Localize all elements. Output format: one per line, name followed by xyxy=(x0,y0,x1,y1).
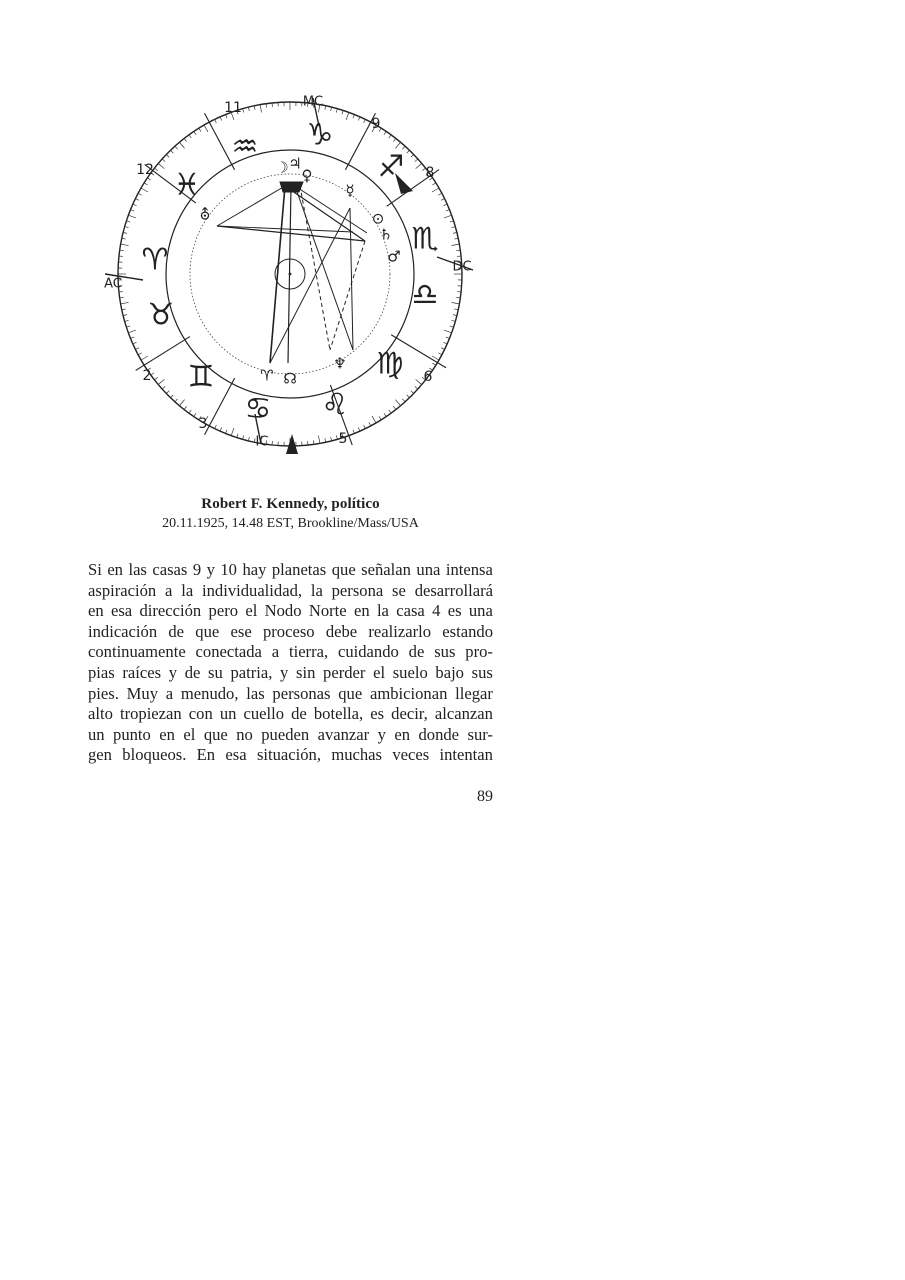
aspect-line xyxy=(300,186,330,350)
degree-tick xyxy=(138,193,142,195)
degree-tick xyxy=(226,430,227,434)
degree-tick xyxy=(364,425,366,429)
word: se xyxy=(392,580,406,600)
degree-tick xyxy=(407,395,410,398)
aspect-line xyxy=(350,208,353,350)
text-line xyxy=(88,684,493,705)
aspect-line xyxy=(295,186,367,233)
word: individualidad, xyxy=(202,580,303,600)
word: y xyxy=(377,724,386,744)
degree-tick xyxy=(184,138,186,141)
degree-tick xyxy=(432,188,439,192)
degree-tick xyxy=(432,183,435,185)
word: que xyxy=(338,683,363,703)
degree-tick xyxy=(204,125,208,132)
degree-tick xyxy=(133,342,137,344)
degree-tick xyxy=(346,112,349,120)
venus-planet-icon: ♀ xyxy=(301,166,313,185)
house-number-label: 3 xyxy=(198,416,208,432)
degree-tick xyxy=(189,410,191,413)
degree-tick xyxy=(438,193,442,195)
word: aspiración xyxy=(88,580,157,600)
degree-tick xyxy=(135,348,139,350)
degree-tick xyxy=(243,435,244,439)
degree-tick xyxy=(416,379,422,384)
word: punto xyxy=(113,724,151,744)
degree-tick xyxy=(444,215,452,218)
word: el xyxy=(183,724,196,744)
word: alcanzan xyxy=(434,704,493,724)
degree-tick xyxy=(243,109,244,113)
text-line xyxy=(88,560,493,581)
birth-chart-svg xyxy=(95,88,490,463)
degree-tick xyxy=(125,320,129,321)
degree-tick xyxy=(220,117,222,121)
word: 9 xyxy=(192,560,202,579)
angle-label: AC xyxy=(104,276,122,292)
zodiac-sign-glyph: ♑ xyxy=(306,117,334,153)
degree-tick xyxy=(342,110,343,114)
house-number-label: 5 xyxy=(338,431,348,447)
house-number-label: 6 xyxy=(423,369,433,385)
word: bajo xyxy=(435,662,464,682)
degree-tick xyxy=(393,406,395,409)
word: pies. xyxy=(88,683,119,703)
word: debe xyxy=(325,621,358,641)
body-paragraph xyxy=(88,560,493,766)
word: perder xyxy=(323,662,366,682)
degree-tick xyxy=(158,163,164,168)
degree-tick xyxy=(372,416,376,423)
chart-caption-title: Robert F. Kennedy, político xyxy=(201,496,380,512)
aspect-line xyxy=(270,186,285,363)
text-line xyxy=(88,663,493,684)
word: tierra, xyxy=(288,642,329,662)
degree-tick xyxy=(131,337,135,338)
zodiac-sign-glyph: ♒ xyxy=(231,129,259,165)
degree-tick xyxy=(254,106,255,110)
degree-tick xyxy=(389,410,391,413)
house-number-label: 12 xyxy=(136,162,154,178)
word: intensa xyxy=(445,560,493,579)
word: que xyxy=(195,621,220,641)
text-line xyxy=(88,745,493,766)
uranus-planet-icon: ⛢ xyxy=(199,205,211,224)
jupiter-planet-icon: ♃ xyxy=(288,154,302,173)
degree-tick xyxy=(384,413,386,416)
word: y xyxy=(206,560,215,579)
degree-tick xyxy=(451,227,455,228)
word: de xyxy=(291,704,307,724)
word: pro- xyxy=(465,642,493,662)
degree-tick xyxy=(166,155,169,158)
degree-tick xyxy=(325,438,326,442)
word: de xyxy=(408,642,425,662)
word: una xyxy=(468,601,493,621)
degree-tick xyxy=(331,107,332,111)
degree-tick xyxy=(416,163,422,168)
aspect-line xyxy=(217,226,365,241)
degree-tick xyxy=(415,386,418,389)
word: y xyxy=(280,662,289,682)
degree-tick xyxy=(318,436,319,444)
degree-tick xyxy=(443,204,447,206)
birth-chart-diagram xyxy=(95,88,490,463)
zodiac-sign-glyph: ♏ xyxy=(411,221,439,257)
degree-tick xyxy=(179,400,184,406)
zodiac-sign-glyph: ♐ xyxy=(377,149,405,185)
planet-cluster-mark xyxy=(280,182,303,192)
degree-tick xyxy=(446,210,450,211)
word: casas xyxy=(152,560,188,579)
degree-tick xyxy=(452,302,460,303)
degree-tick xyxy=(179,142,184,148)
word: decir, xyxy=(391,704,428,724)
word: realizarlo xyxy=(368,621,432,641)
degree-tick xyxy=(446,337,450,338)
degree-tick xyxy=(443,342,447,344)
degree-tick xyxy=(133,204,137,206)
degree-tick xyxy=(175,146,178,149)
word: planetas xyxy=(271,560,327,579)
degree-tick xyxy=(171,150,174,153)
zodiac-sign-glyph: ♎ xyxy=(411,277,439,313)
degree-tick xyxy=(441,348,445,350)
degree-tick xyxy=(128,330,136,333)
angle-label: IC xyxy=(255,434,269,450)
degree-tick xyxy=(171,395,174,398)
degree-tick xyxy=(453,315,457,316)
degree-tick xyxy=(379,416,381,419)
degree-tick xyxy=(135,199,139,201)
text-line xyxy=(88,601,493,622)
word: pero xyxy=(208,601,239,621)
word: proceso xyxy=(262,621,315,641)
word: su xyxy=(208,662,223,682)
degree-tick xyxy=(358,427,360,431)
word: la xyxy=(181,580,194,600)
word: cuidando xyxy=(337,642,399,662)
saturn-planet-icon: ♄ xyxy=(379,225,393,244)
word: un xyxy=(219,704,237,724)
word: hay xyxy=(242,560,267,579)
word: bloqueos. xyxy=(122,745,187,765)
degree-tick xyxy=(121,244,129,245)
degree-tick xyxy=(407,150,410,153)
word: botella, xyxy=(313,704,364,724)
word: 10 xyxy=(220,560,237,579)
word: es xyxy=(370,704,385,724)
aspect-line xyxy=(217,226,353,232)
degree-tick xyxy=(122,309,126,310)
word: continuamente xyxy=(88,642,186,662)
degree-tick xyxy=(353,115,354,119)
degree-tick xyxy=(166,391,169,394)
degree-tick xyxy=(432,363,435,365)
degree-tick xyxy=(215,425,217,429)
degree-tick xyxy=(450,221,454,222)
degree-tick xyxy=(384,131,386,134)
word: persona xyxy=(331,580,384,600)
word: un xyxy=(88,724,105,744)
degree-tick xyxy=(454,238,458,239)
zodiac-sign-glyph: ♌ xyxy=(321,387,349,423)
zodiac-sign-glyph: ♍ xyxy=(376,346,404,382)
aries-point-planet-icon: ♈ xyxy=(260,366,274,385)
word: que xyxy=(331,560,356,579)
degree-tick xyxy=(395,142,400,148)
word: Muy xyxy=(126,683,158,703)
word: intentan xyxy=(439,745,493,765)
degree-tick xyxy=(260,105,261,113)
degree-tick xyxy=(162,386,165,389)
word: que xyxy=(203,724,228,744)
neptune-planet-icon: ♆ xyxy=(333,354,347,373)
word: la xyxy=(376,601,389,621)
degree-tick xyxy=(141,188,148,192)
word: con xyxy=(188,704,213,724)
degree-tick xyxy=(395,400,400,406)
mercury-planet-icon: ☿ xyxy=(345,181,355,200)
degree-tick xyxy=(184,406,186,409)
degree-tick xyxy=(231,428,234,436)
word: Si xyxy=(88,560,102,579)
word: suelo xyxy=(392,662,428,682)
word: en xyxy=(159,724,175,744)
degree-tick xyxy=(353,430,354,434)
word: casa xyxy=(396,601,425,621)
word: a xyxy=(165,580,173,600)
degree-tick xyxy=(220,427,222,431)
degree-tick xyxy=(194,131,196,134)
degree-tick xyxy=(393,138,395,141)
word: a xyxy=(271,642,280,662)
degree-tick xyxy=(336,109,337,113)
word: ambicionan xyxy=(369,683,448,703)
degree-tick xyxy=(364,119,366,123)
degree-tick xyxy=(126,326,130,327)
word: el xyxy=(373,662,386,682)
degree-tick xyxy=(331,437,332,441)
degree-tick xyxy=(128,215,136,218)
degree-tick xyxy=(154,377,157,379)
word: sus xyxy=(434,642,456,662)
word: una xyxy=(416,560,441,579)
word: a xyxy=(165,683,174,703)
word: Norte xyxy=(308,601,347,621)
word: personas xyxy=(272,683,331,703)
word: señalan xyxy=(361,560,411,579)
page-number: 89 xyxy=(477,788,493,805)
word: gen xyxy=(88,745,112,765)
word: en xyxy=(88,601,104,621)
word: indicación xyxy=(88,621,158,641)
word: menudo, xyxy=(180,683,239,703)
degree-tick xyxy=(123,232,127,233)
degree-tick xyxy=(441,199,445,201)
word: en xyxy=(107,560,123,579)
degree-tick xyxy=(450,326,454,327)
word: sur- xyxy=(467,724,493,744)
degree-tick xyxy=(389,135,391,138)
word: en xyxy=(353,601,370,621)
text-line xyxy=(88,581,493,602)
word: situación, xyxy=(256,745,321,765)
word: las xyxy=(246,683,265,703)
degree-tick xyxy=(125,227,129,228)
degree-tick xyxy=(415,159,418,162)
degree-tick xyxy=(411,155,414,158)
word: pias xyxy=(88,662,115,682)
degree-tick xyxy=(451,320,455,321)
word: donde xyxy=(418,724,460,744)
word: y xyxy=(168,662,178,682)
angle-label: DC xyxy=(452,259,472,275)
house-cusp-line xyxy=(205,113,235,170)
degree-tick xyxy=(189,135,191,138)
word: pueden xyxy=(261,724,310,744)
text-line xyxy=(88,725,493,746)
degree-tick xyxy=(454,309,458,310)
degree-tick xyxy=(444,330,452,333)
aspect-line xyxy=(217,186,285,226)
house-number-label: 11 xyxy=(224,100,242,116)
word: de xyxy=(168,621,185,641)
degree-tick xyxy=(438,353,442,355)
degree-tick xyxy=(325,106,326,110)
word: estando xyxy=(442,621,493,641)
degree-tick xyxy=(121,302,129,303)
chart-caption-subtitle: 20.11.1925, 14.48 EST, Brookline/Mass/USA xyxy=(162,516,419,531)
word: dirección xyxy=(139,601,202,621)
word: patria, xyxy=(230,662,273,682)
mars-planet-icon: ♂ xyxy=(387,247,401,266)
word: de xyxy=(184,662,201,682)
degree-tick xyxy=(126,221,130,222)
word: sus xyxy=(471,662,493,682)
degree-tick xyxy=(194,413,196,416)
degree-tick xyxy=(162,159,165,162)
word: el xyxy=(245,601,258,621)
degree-tick xyxy=(131,210,135,211)
text-line xyxy=(88,704,493,725)
degree-tick xyxy=(154,168,157,170)
degree-tick xyxy=(144,183,147,185)
word: sin xyxy=(296,662,316,682)
house-number-label: 2 xyxy=(142,368,152,384)
word: es xyxy=(447,601,462,621)
word: cuello xyxy=(243,704,285,724)
word: ese xyxy=(230,621,252,641)
degree-tick xyxy=(452,244,460,245)
word: esa xyxy=(225,745,247,765)
word: las xyxy=(128,560,147,579)
word: conectada xyxy=(195,642,262,662)
degree-tick xyxy=(215,119,217,123)
word: la xyxy=(310,580,323,600)
word: avanzar xyxy=(317,724,370,744)
zodiac-sign-glyph: ♊ xyxy=(187,359,215,395)
degree-tick xyxy=(123,315,127,316)
degree-tick xyxy=(411,391,414,394)
word: alto xyxy=(88,704,113,724)
zodiac-sign-glyph: ♉ xyxy=(147,297,175,333)
degree-tick xyxy=(358,117,360,121)
word: En xyxy=(196,745,216,765)
degree-tick xyxy=(248,107,249,111)
word: no xyxy=(236,724,253,744)
word: muchas xyxy=(331,745,383,765)
zodiac-sign-glyph: ♓ xyxy=(173,167,201,203)
text-line xyxy=(88,622,493,643)
word: raíces xyxy=(122,662,162,682)
word: veces xyxy=(392,745,430,765)
zodiac-sign-glyph: ♋ xyxy=(244,391,272,427)
word: Nodo xyxy=(264,601,302,621)
word: esa xyxy=(110,601,133,621)
degree-tick xyxy=(402,399,405,402)
degree-tick xyxy=(175,399,178,402)
angle-label: MC xyxy=(302,94,324,110)
degree-tick xyxy=(147,178,150,180)
degree-tick xyxy=(336,435,337,439)
moon-planet-icon: ☽ xyxy=(275,158,289,177)
degree-tick xyxy=(237,434,238,438)
degree-tick xyxy=(141,356,148,360)
degree-tick xyxy=(138,353,142,355)
degree-tick xyxy=(248,437,249,441)
aspect-lines xyxy=(217,182,367,363)
word: tropiezan xyxy=(119,704,182,724)
zodiac-sign-glyph: ♈ xyxy=(141,242,169,278)
degree-tick xyxy=(369,422,371,426)
degree-tick xyxy=(158,379,164,384)
word: 4 xyxy=(432,601,441,621)
word: desarrollará xyxy=(414,580,493,600)
house-number-label: 8 xyxy=(425,165,435,181)
word: en xyxy=(394,724,411,744)
house-cusp-line xyxy=(136,337,190,371)
text-line xyxy=(88,642,493,663)
house-number-label: 9 xyxy=(371,116,381,132)
degree-tick xyxy=(199,128,201,131)
degree-tick xyxy=(122,238,126,239)
sun-planet-icon: ⊙ xyxy=(371,209,385,228)
word: llegar xyxy=(455,683,493,703)
north-node-planet-icon: ☊ xyxy=(283,369,297,388)
degree-tick xyxy=(453,232,457,233)
